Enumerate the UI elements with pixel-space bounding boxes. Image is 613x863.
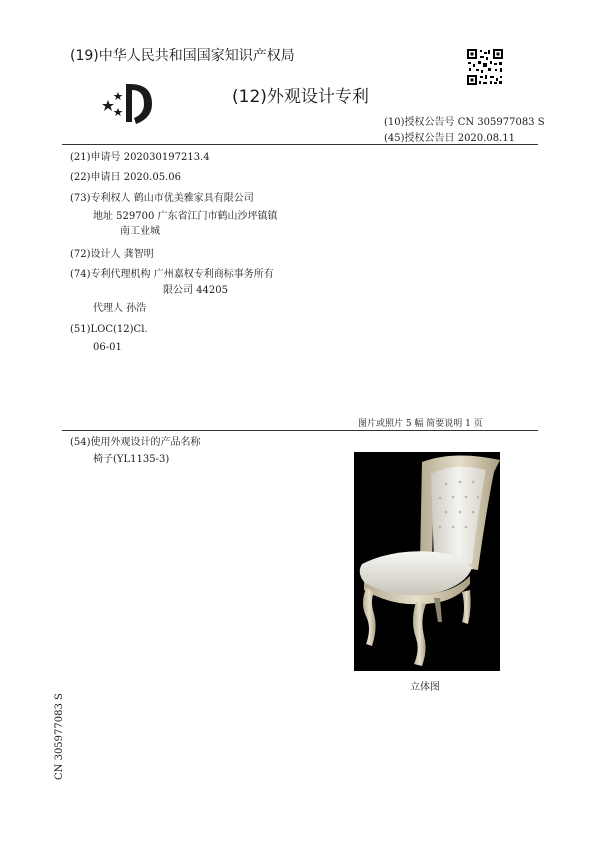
- grant-number: (10)授权公告号 CN 305977083 S: [384, 117, 545, 128]
- document-summary: 图片或照片 5 幅 简要说明 1 页: [358, 419, 483, 429]
- address-line-1: 地址 529700 广东省江门市鹤山沙坪镇镇: [93, 211, 278, 222]
- chair-photo: [354, 452, 500, 671]
- summary-rule: [62, 430, 538, 431]
- patent-agency-line-1: (74)专利代理机构 广州嘉权专利商标事务所有: [70, 269, 274, 280]
- patent-agency-line-2: 限公司 44205: [163, 285, 228, 296]
- header-rule: [62, 144, 538, 145]
- office-name: (19)中华人民共和国国家知识产权局: [70, 48, 295, 64]
- loc-class-code: 06-01: [93, 342, 122, 353]
- application-date: (22)申请日 2020.05.06: [70, 172, 181, 183]
- qr-code: [466, 48, 504, 86]
- product-name: 椅子(YL1135-3): [93, 454, 170, 465]
- patent-agent: 代理人 孙浩: [93, 303, 147, 314]
- application-number: (21)申请号 202030197213.4: [70, 152, 210, 163]
- loc-classification-label: (51)LOC(12)Cl.: [70, 324, 148, 335]
- address-line-2: 南工业城: [120, 226, 160, 237]
- document-type: (12)外观设计专利: [232, 87, 369, 107]
- grant-date: (45)授权公告日 2020.08.11: [384, 133, 515, 144]
- cnipa-logo: [100, 78, 158, 126]
- side-patent-code: CN 305977083 S: [54, 693, 65, 780]
- patent-owner: (73)专利权人 鹤山市优美雅家具有限公司: [70, 193, 254, 204]
- figure-caption: 立体图: [410, 682, 440, 693]
- designer: (72)设计人 龚智明: [70, 249, 154, 260]
- product-name-heading: (54)使用外观设计的产品名称: [70, 437, 201, 448]
